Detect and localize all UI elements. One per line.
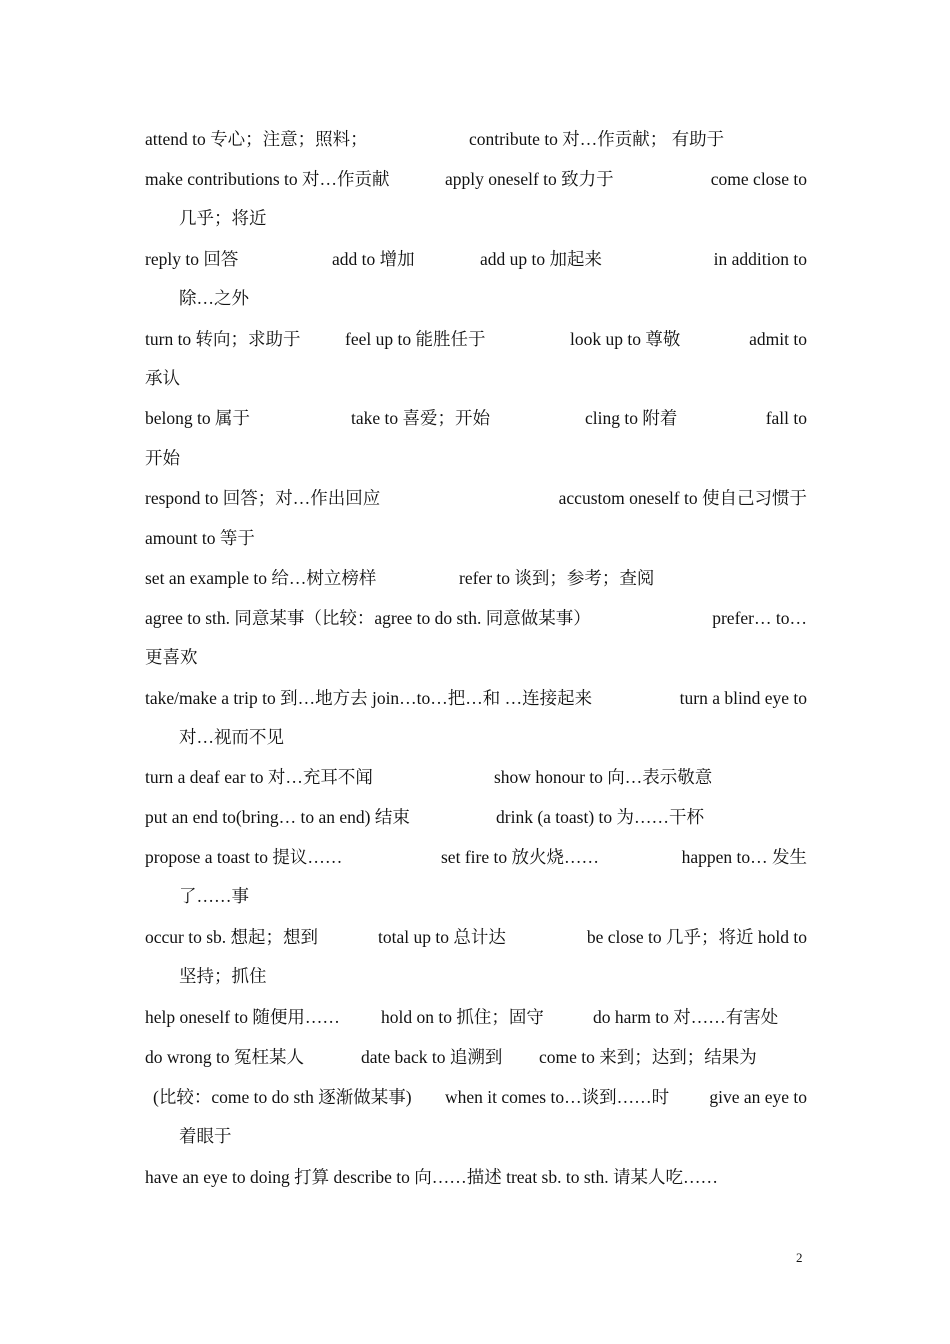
phrase: 对…视而不见	[179, 727, 284, 747]
phrase: reply to 回答	[145, 249, 239, 269]
phrase: agree to sth. 同意某事（比较：agree to do sth. 同意做某事）	[145, 608, 591, 628]
phrase: 坚持；抓住	[179, 966, 267, 986]
phrase: take to 喜爱；开始	[351, 408, 491, 428]
phrase: fall to	[765, 408, 807, 428]
phrase: add to 增加	[332, 249, 415, 269]
phrase: (比较：come to do sth 逐渐做某事)	[153, 1087, 412, 1107]
phrase: be close to 几乎；将近 hold to	[586, 927, 807, 947]
phrase: do harm to 对……有害处	[593, 1007, 779, 1027]
phrase: accustom oneself to 使自己习惯于	[558, 488, 807, 508]
phrase: occur to sb. 想起；想到	[145, 927, 319, 947]
phrase: feel up to 能胜任于	[345, 329, 486, 349]
phrase: belong to 属于	[145, 408, 250, 428]
phrase: help oneself to 随便用……	[145, 1007, 340, 1027]
phrase: add up to 加起来	[480, 249, 603, 269]
phrase: refer to 谈到；参考；查阅	[459, 568, 655, 588]
phrase: turn to 转向；求助于	[145, 329, 301, 349]
phrase: in addition to	[713, 249, 807, 269]
phrase: make contributions to 对…作贡献	[145, 169, 390, 189]
phrase: set an example to 给…树立榜样	[145, 568, 377, 588]
phrase: contribute to 对…作贡献； 有助于	[469, 129, 725, 149]
phrase: turn a deaf ear to 对…充耳不闻	[145, 767, 373, 787]
phrase: set fire to 放火烧……	[441, 847, 599, 867]
phrase: apply oneself to 致力于	[445, 169, 614, 189]
phrase: admit to	[749, 329, 807, 349]
phrase: cling to 附着	[585, 408, 678, 428]
phrase: take/make a trip to 到…地方去 join…to…把…和 …连接起来	[145, 688, 593, 708]
phrase: hold on to 抓住；固守	[381, 1007, 544, 1027]
phrase: have an eye to doing 打算 describe to 向……描述 treat sb. to sth. 请某人吃……	[145, 1167, 719, 1187]
phrase: drink (a toast) to 为……干杯	[496, 807, 705, 827]
phrase: 除…之外	[179, 288, 249, 308]
phrase: 几乎；将近	[179, 208, 267, 228]
phrase: total up to 总计达	[378, 927, 506, 947]
phrase: amount to 等于	[145, 528, 255, 548]
phrase: date back to 追溯到	[361, 1047, 503, 1067]
phrase: turn a blind eye to	[679, 688, 807, 708]
phrase: happen to… 发生	[681, 847, 807, 867]
phrase: prefer… to…	[712, 608, 807, 628]
phrase: 开始	[145, 448, 180, 468]
phrase: when it comes to…谈到……时	[445, 1087, 670, 1107]
phrase: come to 来到；达到；结果为	[539, 1047, 757, 1067]
phrase: 承认	[145, 368, 180, 388]
phrase: put an end to(bring… to an end) 结束	[145, 807, 410, 827]
phrase: propose a toast to 提议……	[145, 847, 343, 867]
phrase: attend to 专心；注意；照料；	[145, 129, 368, 149]
phrase: look up to 尊敬	[570, 329, 681, 349]
phrase: 着眼于	[179, 1126, 232, 1146]
phrase: come close to	[710, 169, 807, 189]
phrase: respond to 回答；对…作出回应	[145, 488, 381, 508]
phrase: show honour to 向…表示敬意	[494, 767, 713, 787]
phrase: 更喜欢	[145, 647, 198, 667]
phrase: give an eye to	[709, 1087, 807, 1107]
phrase: do wrong to 冤枉某人	[145, 1047, 304, 1067]
phrase: 了……事	[179, 886, 249, 906]
page-number: 2	[796, 1250, 803, 1265]
